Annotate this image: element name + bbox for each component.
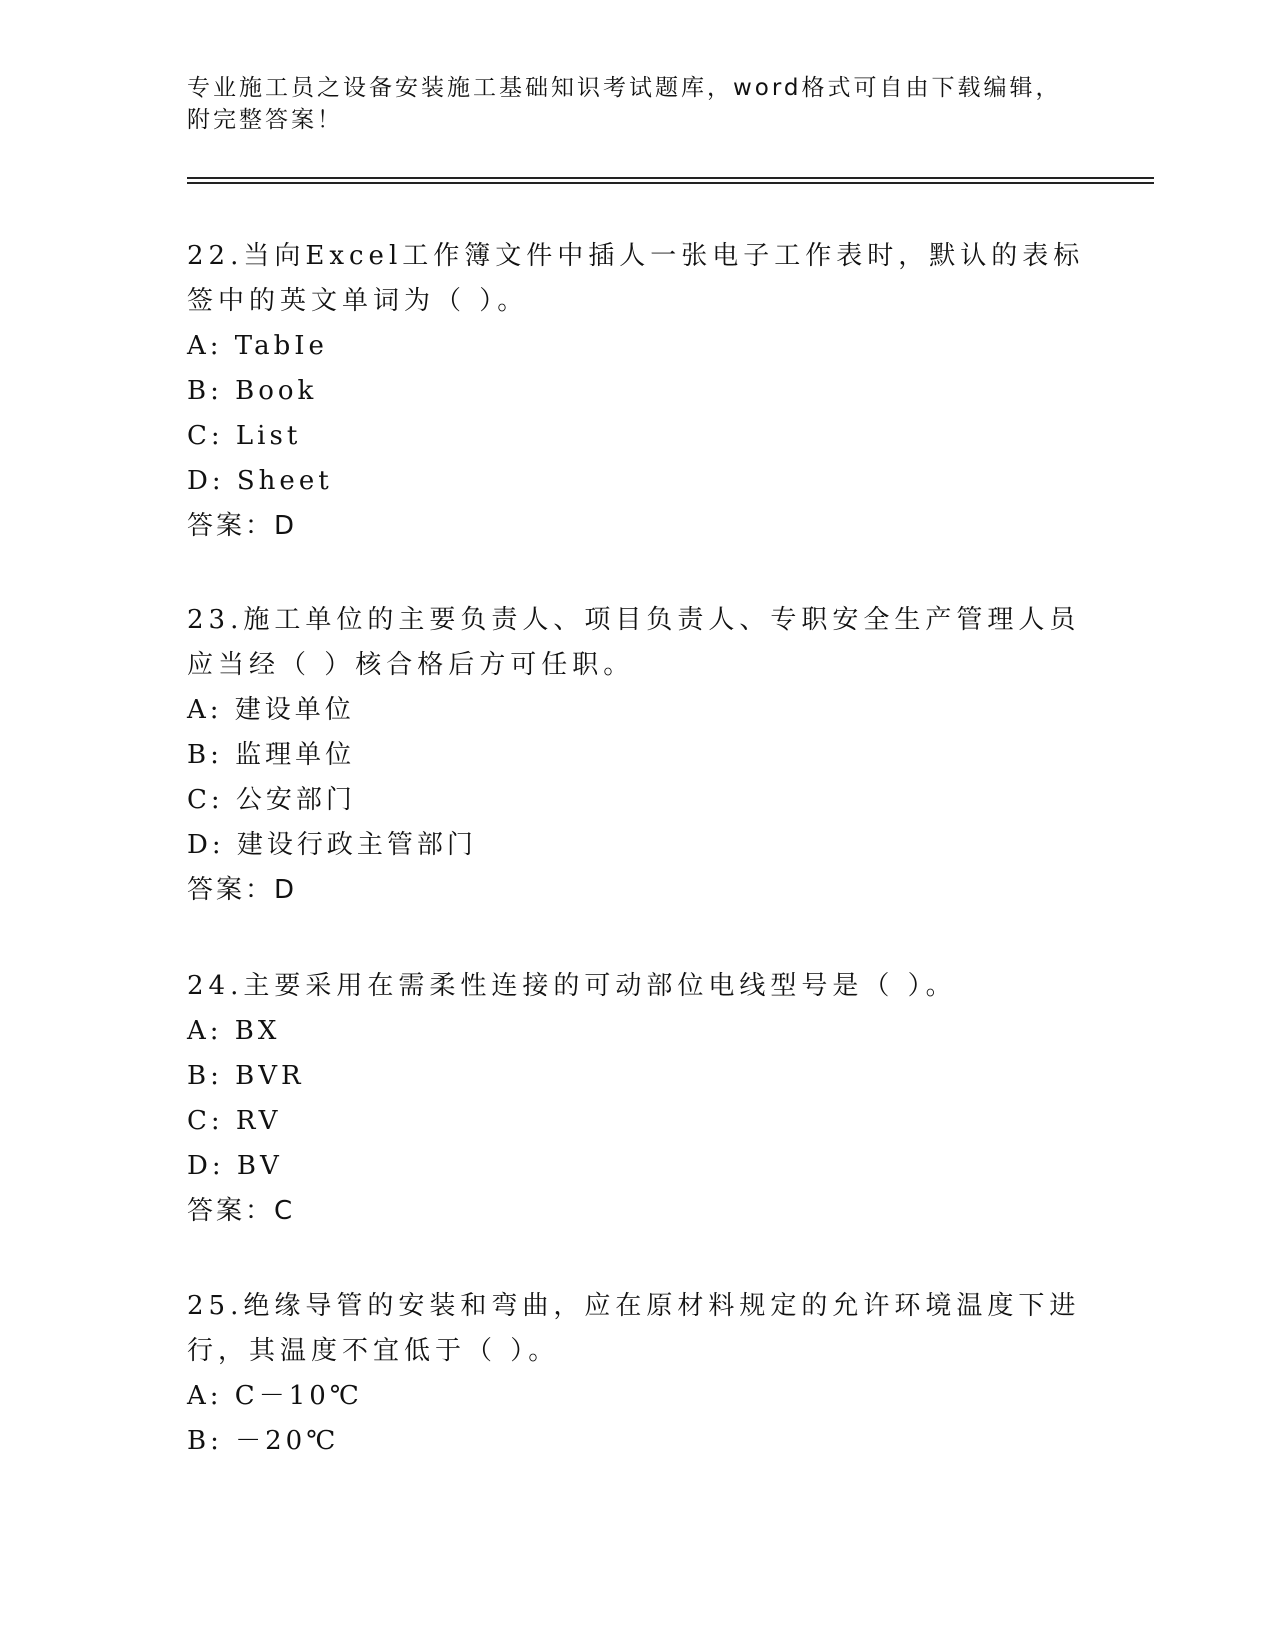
option-d: D: Sheet (187, 466, 333, 496)
question-stem: 22.当向Excel工作簿文件中插人一张电子工作表时，默认的表标签中的英文单词为（ ）。 (187, 241, 1085, 316)
question-25 (187, 1284, 1087, 1464)
option-a: A: 建设单位 (187, 695, 355, 725)
question-stem: 25.绝缘导管的安装和弯曲，应在原材料规定的允许环境温度下进行，其温度不宜低于（ ）。 (187, 1291, 1081, 1366)
question-24 (187, 964, 1087, 1234)
header-divider-top (187, 177, 1154, 179)
question-22 (187, 234, 1087, 549)
option-b: B: BVR (187, 1061, 305, 1091)
question-stem: 23.施工单位的主要负责人、项目负责人、专职安全生产管理人员应当经（ ）核合格后方可任职。 (187, 605, 1081, 680)
header-divider-bottom (187, 182, 1154, 184)
question-stem: 24.主要采用在需柔性连接的可动部位电线型号是（ ）。 (187, 971, 957, 1001)
option-a: A: TabIe (187, 331, 328, 361)
option-c: C: 公安部门 (187, 785, 356, 815)
document-header: 专业施工员之设备安装施工基础知识考试题库，word格式可自由下载编辑，附完整答案！ (187, 75, 1062, 133)
option-b: B: －20℃ (187, 1426, 340, 1456)
option-d: D: BV (187, 1151, 283, 1181)
answer: 答案：C (187, 1196, 296, 1226)
answer: 答案：D (187, 875, 298, 905)
option-d: D: 建设行政主管部门 (187, 830, 477, 860)
option-a: A: BX (187, 1016, 281, 1046)
option-b: B: Book (187, 376, 318, 406)
option-a: A: C－10℃ (187, 1381, 363, 1411)
question-23 (187, 598, 1087, 913)
option-b: B: 监理单位 (187, 740, 356, 770)
option-c: C: RV (187, 1106, 282, 1136)
option-c: C: List (187, 421, 302, 451)
answer: 答案：D (187, 511, 298, 541)
